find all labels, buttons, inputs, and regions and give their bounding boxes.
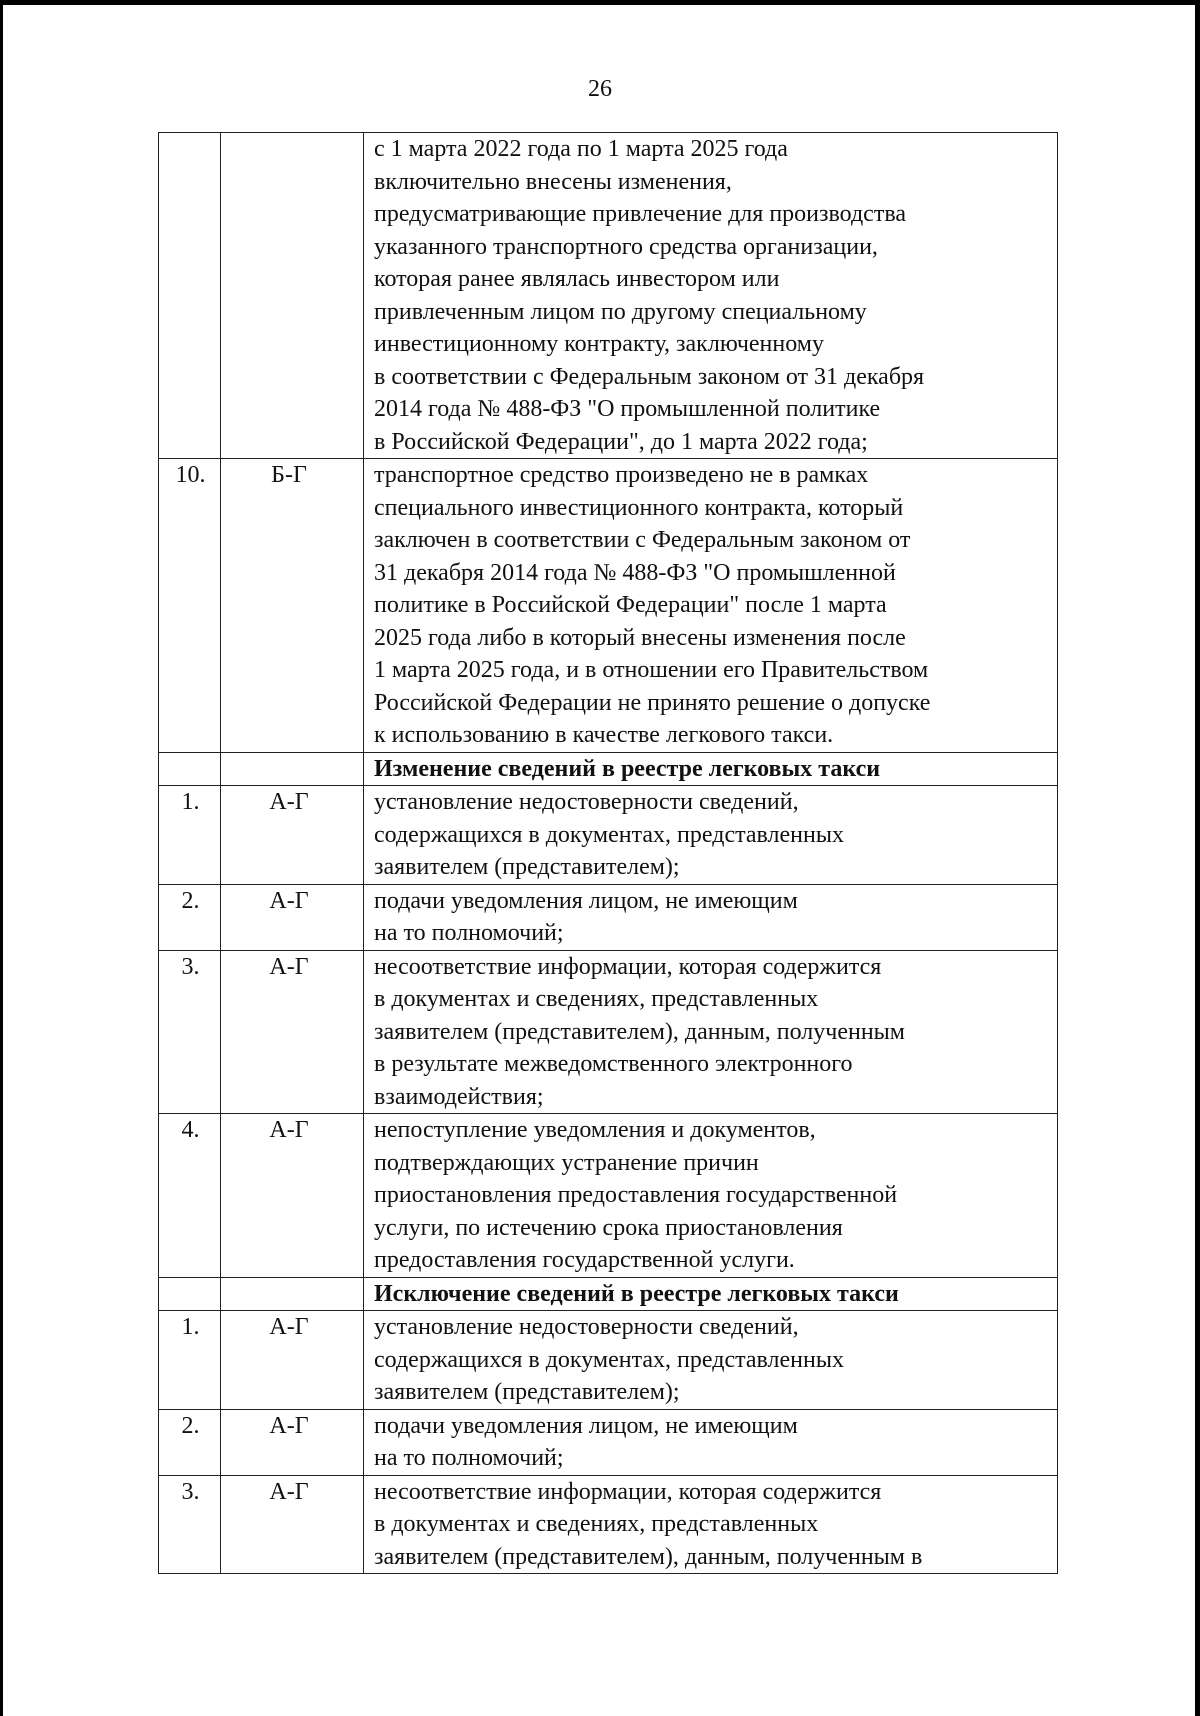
- text-line: к использованию в качестве легкового такси.: [374, 722, 834, 748]
- empty-cell: [159, 752, 221, 786]
- row-text: [364, 950, 1058, 1114]
- table-row: [159, 133, 1058, 459]
- scan-edge-right: [1195, 0, 1200, 1716]
- row-code: А-Г: [221, 1311, 364, 1410]
- text-line: приостановления предоставления государственной: [374, 1182, 898, 1208]
- text-line: инвестиционному контракту, заключенному: [374, 331, 824, 357]
- text-line: несоответствие информации, которая содержится: [374, 1478, 882, 1505]
- empty-cell: [159, 1277, 221, 1311]
- row-code: А-Г: [221, 884, 364, 950]
- text-line: 31 декабря 2014 года № 488-ФЗ "О промышленной: [374, 559, 896, 586]
- text-line: предоставления государственной услуги.: [374, 1247, 795, 1273]
- text-line: включительно внесены изменения,: [374, 168, 732, 195]
- text-line: указанного транспортного средства организации,: [374, 233, 878, 260]
- text-line: подачи уведомления лицом, не имеющим: [374, 887, 798, 914]
- text-line: транспортное средство произведено не в рамках: [374, 462, 869, 488]
- text-line: заключен в соответствии с Федеральным законом от: [374, 527, 911, 553]
- text-line: предусматривающие привлечение для производства: [374, 201, 906, 227]
- row-number: 10.: [159, 459, 221, 753]
- row-number: 2.: [159, 1409, 221, 1475]
- text-line: с 1 марта 2022 года по 1 марта 2025 года: [374, 136, 788, 162]
- row-text: [364, 1475, 1058, 1574]
- empty-cell: [221, 1277, 364, 1311]
- scan-edge-top: [0, 0, 1200, 5]
- text-line: которая ранее являлась инвестором или: [374, 266, 780, 292]
- text-line: в документах и сведениях, представленных: [374, 1511, 819, 1537]
- section-title: Изменение сведений в реестре легковых такси: [364, 752, 1058, 786]
- row-text: [364, 459, 1058, 753]
- table-row: [159, 1311, 1058, 1410]
- row-number: 1.: [159, 786, 221, 885]
- scan-edge-left: [0, 0, 3, 1716]
- text-line: политике в Российской Федерации" после 1 марта: [374, 592, 887, 618]
- row-text: [364, 786, 1058, 885]
- text-line: услуги, по истечению срока приостановления: [374, 1214, 843, 1241]
- table-row: [159, 1114, 1058, 1278]
- text-line: заявителем (представителем);: [374, 854, 680, 880]
- table-row: [159, 1475, 1058, 1574]
- text-line: непоступление уведомления и документов,: [374, 1117, 816, 1143]
- table-row: [159, 459, 1058, 753]
- row-code: А-Г: [221, 1409, 364, 1475]
- text-line: взаимодействия;: [374, 1083, 544, 1110]
- text-line: 2014 года № 488-ФЗ "О промышленной политике: [374, 396, 881, 422]
- text-line: установление недостоверности сведений,: [374, 1314, 799, 1340]
- row-code: А-Г: [221, 950, 364, 1114]
- section-title: Исключение сведений в реестре легковых такси: [364, 1277, 1058, 1311]
- section-header-row: [159, 752, 1058, 786]
- text-line: заявителем (представителем), данным, полученным в: [374, 1543, 923, 1570]
- row-code: А-Г: [221, 1475, 364, 1574]
- row-number: 1.: [159, 1311, 221, 1410]
- text-line: Российской Федерации не принято решение о допуске: [374, 689, 931, 716]
- text-line: установление недостоверности сведений,: [374, 789, 799, 815]
- text-line: содержащихся в документах, представленных: [374, 821, 844, 848]
- row-code: [221, 133, 364, 459]
- text-line: подтверждающих устранение причин: [374, 1149, 759, 1176]
- text-line: на то полномочий;: [374, 920, 564, 946]
- text-line: специального инвестиционного контракта, который: [374, 494, 904, 521]
- table-row: [159, 884, 1058, 950]
- requirements-table: [158, 132, 1058, 1574]
- text-line: содержащихся в документах, представленных: [374, 1346, 844, 1373]
- row-number: 3.: [159, 950, 221, 1114]
- text-line: в документах и сведениях, представленных: [374, 986, 819, 1012]
- text-line: заявителем (представителем), данным, полученным: [374, 1018, 905, 1045]
- row-text: [364, 133, 1058, 459]
- table-body: [159, 133, 1058, 1574]
- section-header-row: [159, 1277, 1058, 1311]
- row-text: [364, 1114, 1058, 1278]
- text-line: в результате межведомственного электронного: [374, 1051, 853, 1077]
- text-line: в соответствии с Федеральным законом от 31 декабря: [374, 363, 925, 390]
- table-row: [159, 950, 1058, 1114]
- table-row: [159, 786, 1058, 885]
- row-text: [364, 1409, 1058, 1475]
- text-line: привлеченным лицом по другому специальному: [374, 298, 867, 325]
- text-line: заявителем (представителем);: [374, 1379, 680, 1405]
- row-text: [364, 884, 1058, 950]
- text-line: 2025 года либо в который внесены изменения после: [374, 624, 906, 651]
- text-line: 1 марта 2025 года, и в отношении его Правительством: [374, 657, 929, 683]
- text-line: несоответствие информации, которая содержится: [374, 953, 882, 980]
- row-number: 2.: [159, 884, 221, 950]
- row-number: [159, 133, 221, 459]
- row-code: Б-Г: [221, 459, 364, 753]
- page-number: 26: [588, 76, 612, 102]
- text-line: на то полномочий;: [374, 1445, 564, 1471]
- empty-cell: [221, 752, 364, 786]
- table-row: [159, 1409, 1058, 1475]
- row-code: А-Г: [221, 1114, 364, 1278]
- text-line: в Российской Федерации", до 1 марта 2022 года;: [374, 428, 868, 455]
- row-text: [364, 1311, 1058, 1410]
- text-line: подачи уведомления лицом, не имеющим: [374, 1412, 798, 1439]
- row-number: 4.: [159, 1114, 221, 1278]
- row-number: 3.: [159, 1475, 221, 1574]
- row-code: А-Г: [221, 786, 364, 885]
